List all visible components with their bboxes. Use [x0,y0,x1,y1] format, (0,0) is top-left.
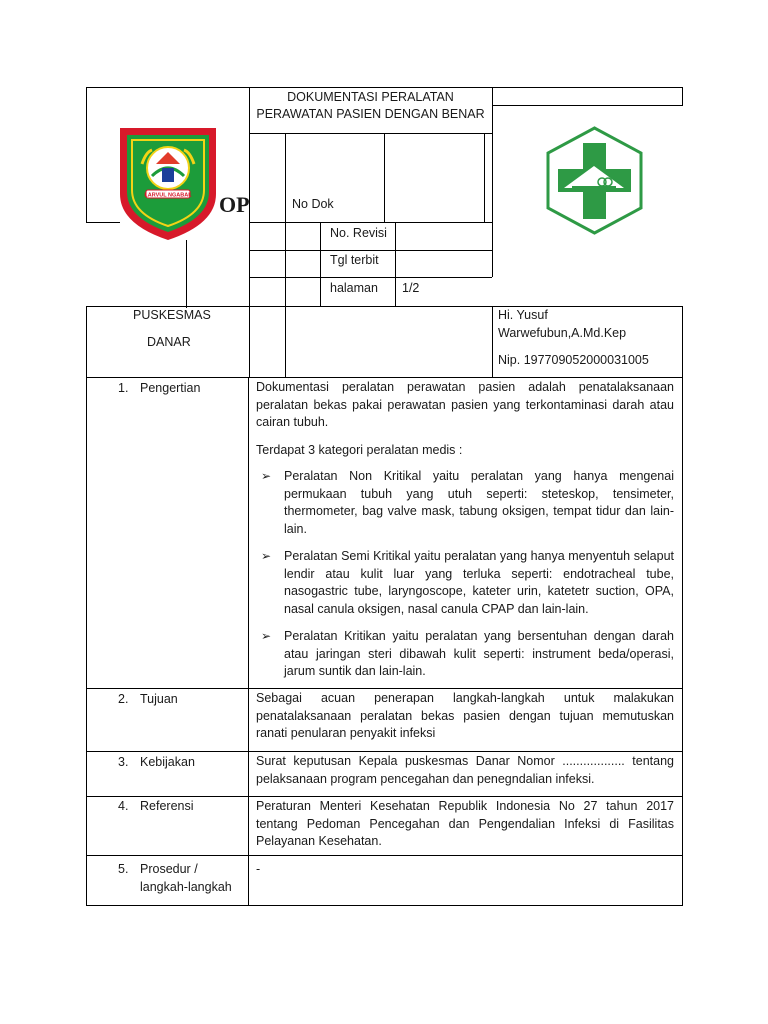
halaman-value: 1/2 [402,281,420,295]
section-label-line1: Prosedur / [140,862,198,876]
signer-name-line2: Warwefubun,A.Md.Kep [498,326,627,340]
section-paragraph: Peraturan Menteri Kesehatan Republik Indonesia No 27 tahun 2017 tentang Pedoman Pencegahan dan Pengendalian Infeksi di Fasilitas Pelayanan Kesehatan. [256,799,674,848]
section-intro: Terdapat 3 kategori peralatan medis : [256,443,463,457]
puskesmas-location: DANAR [147,335,191,349]
doc-title-line2: PERAWATAN PASIEN DENGAN BENAR [256,107,485,121]
bullet-arrow-icon: ➢ [261,629,272,643]
section-number: 5. [118,862,129,876]
list-item: Peralatan Non Kritikal yaitu peralatan yang hanya mengenai permukaan tubuh yang utuh seperti: steteskop, tensimeter, thermometer, bag valve mask, tabung oksigen, tempat tidur dan lain-lain. [284,469,674,536]
regency-logo [116,124,220,242]
signer-nip: Nip. 197709052000031005 [498,353,649,367]
section-number: 1. [118,381,129,395]
list-item: Peralatan Kritikan yaitu peralatan yang bersentuhan dengan darah atau jaringan steri dibawah kulit seperti: instrument beda/operasi, jarum suntik dan lain-lain. [284,629,674,678]
section-paragraph: Dokumentasi peralatan perawatan pasien adalah penatalaksanaan peralatan bekas pakai perawatan pasien yang terkontaminasi darah atau cairan tubuh. [256,380,674,429]
logo-banner-text: LARVUL NGABAL [144,192,192,199]
section-label-line2: langkah-langkah [140,880,232,894]
no-dok-label: No Dok [292,197,334,211]
section-paragraph: - [256,862,261,876]
puskesmas-logo [544,126,645,235]
section-label: Pengertian [140,381,201,395]
halaman-label: halaman [330,281,378,295]
section-label: Tujuan [140,692,178,706]
section-label: Referensi [140,799,194,813]
tgl-terbit-label: Tgl terbit [330,253,379,267]
section-number: 3. [118,755,129,769]
section-paragraph: Sebagai acuan penerapan langkah-langkah untuk malakukan penatalaksanaan peralatan bekas pasien dengan tujuan memutuskan ranati penularan penyakit infeksi [256,691,674,740]
section-label: Kebijakan [140,755,195,769]
sop-label: OP [219,192,250,217]
doc-title-line1: DOKUMENTASI PERALATAN [287,90,454,104]
section-paragraph: Surat keputusan Kepala puskesmas Danar Nomor .................. tentang pelaksanaan program pencegahan dan penegndalian infeksi. [256,754,674,786]
bullet-arrow-icon: ➢ [261,549,272,563]
section-number: 4. [118,799,129,813]
puskesmas-name: PUSKESMAS [133,308,211,322]
signer-name-line1: Hi. Yusuf [498,308,548,322]
no-revisi-label: No. Revisi [330,226,387,240]
list-item: Peralatan Semi Kritikal yaitu peralatan yang hanya menyentuh selaput lendir atau kulit luar yang terluka seperti: endotracheal tube, nasogastric tube, laryngoscope, kateter urin, katetetr suction, OPA, nasal canula oksigen, nasal canula CPAP dan lain-lain. [284,549,674,616]
bullet-arrow-icon: ➢ [261,469,272,483]
section-number: 2. [118,692,129,706]
